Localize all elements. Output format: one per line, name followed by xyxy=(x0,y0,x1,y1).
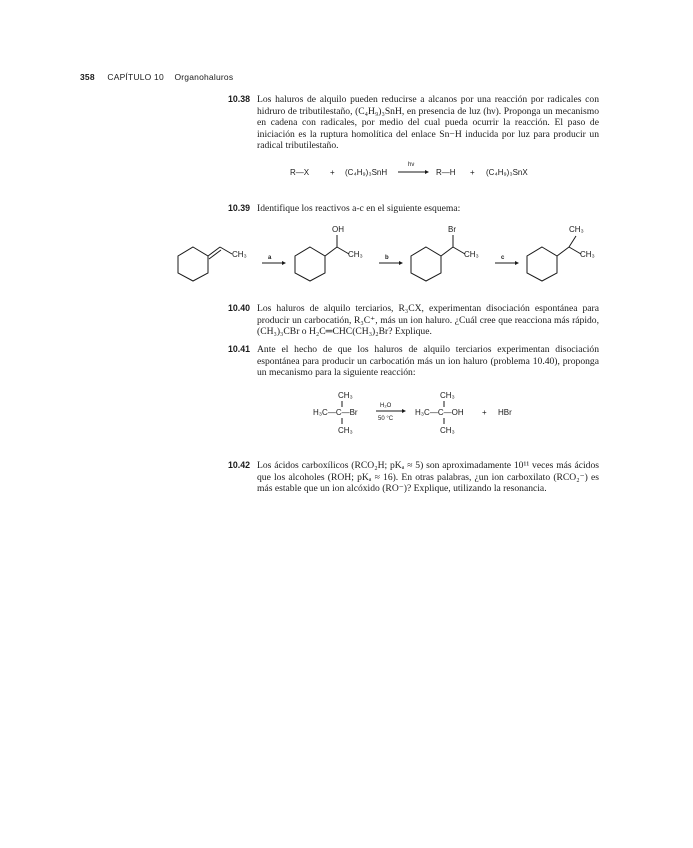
svg-text:CH₃: CH₃ xyxy=(440,426,455,435)
product-rh: R—H xyxy=(436,168,456,177)
problem-text: Identifique los reactivos a-c en el siguiente esquema: xyxy=(257,203,461,214)
page-number: 358 xyxy=(80,72,95,82)
chapter-label: CAPÍTULO 10 xyxy=(107,72,164,82)
problem-number: 10.42 xyxy=(228,460,251,470)
problem-number: 10.41 xyxy=(228,344,251,354)
structure-bromoethylcyclohexane xyxy=(411,225,479,281)
reaction-10-41 xyxy=(310,388,530,438)
product-tin-halide: (C₄H₉)₃SnX xyxy=(486,168,528,177)
svg-text:+: + xyxy=(482,408,487,417)
reactant-tin-hydride: (C₄H₉)₃SnH xyxy=(345,168,388,177)
reaction-temperature: 50 °C xyxy=(378,416,394,422)
arrow-a xyxy=(262,255,286,265)
problem-text: Los haluros de alquilo terciarios, R₃CX, experimentan disociación espontánea para producir un carbocatión, R₃C⁺, más un ion haluro. ¿Cuál cree que reacciona más rápido, (CH₃)₃CBr o H₂C═CHC(CH₃)₂Br? Explique. xyxy=(257,303,599,338)
reagent-a-label: a xyxy=(268,255,272,261)
svg-text:CH₃: CH₃ xyxy=(440,391,455,400)
problem-number: 10.38 xyxy=(228,94,251,104)
svg-text:CH₃: CH₃ xyxy=(338,426,353,435)
plus-sign: + xyxy=(330,168,335,177)
problem-number: 10.39 xyxy=(228,203,251,213)
svg-text:CH₃: CH₃ xyxy=(232,250,247,259)
svg-text:CH₃: CH₃ xyxy=(464,250,479,259)
svg-text:HBr: HBr xyxy=(498,408,512,417)
arrow-b xyxy=(379,255,403,265)
svg-text:CH₃: CH₃ xyxy=(580,250,595,259)
condition-hv: hν xyxy=(408,162,415,168)
reagent-water: H₂O xyxy=(380,403,392,409)
svg-text:CH₃: CH₃ xyxy=(569,225,584,234)
svg-text:Br: Br xyxy=(448,225,456,234)
page-header xyxy=(80,72,233,82)
svg-text:H₃C—C—Br: H₃C—C—Br xyxy=(313,408,358,417)
problem-10-40 xyxy=(228,303,599,338)
problem-text: Los haluros de alquilo pueden reducirse a alcanos por una reacción por radicales con hidruro de tributilestaño, (C₄H₉)₃SnH, en presencia de luz (hν). Proponga un mecanismo en cadena con radicales, por medio del cual pueda ocurrir la reacción. El paso de iniciación es la ruptura homolítica del enlace Sn−H inducida por luz para producir un radical tributilestaño. xyxy=(257,94,599,152)
problem-10-41 xyxy=(228,344,599,379)
chapter-title: Organohaluros xyxy=(174,72,234,82)
reagent-c-label: c xyxy=(501,255,505,261)
scheme-10-39 xyxy=(170,220,610,290)
structure-isopropylcyclohexane xyxy=(527,225,595,281)
svg-text:CH₃: CH₃ xyxy=(348,250,363,259)
structure-cyclohexylethanol xyxy=(295,225,363,281)
problem-10-42 xyxy=(228,460,599,495)
svg-text:OH: OH xyxy=(332,225,344,234)
reaction-10-38 xyxy=(280,160,580,184)
reagent-b-label: b xyxy=(385,255,389,261)
structure-ethylidenecyclohexane xyxy=(178,247,247,281)
problem-10-38 xyxy=(228,94,599,152)
problem-10-39 xyxy=(228,203,599,215)
reactant-rx: R—X xyxy=(290,168,310,177)
svg-text:H₃C—C—OH: H₃C—C—OH xyxy=(415,408,464,417)
svg-text:CH₃: CH₃ xyxy=(338,391,353,400)
plus-sign: + xyxy=(470,168,475,177)
arrow-c xyxy=(495,255,519,265)
problem-text: Ante el hecho de que los haluros de alquilo terciarios experimentan disociación espontánea para producir un carbocatión más un ion haluro (problema 10.40), proponga un mecanismo para la siguiente reacción: xyxy=(257,344,599,379)
problem-number: 10.40 xyxy=(228,303,251,313)
problem-text: Los ácidos carboxílicos (RCO₂H; pKₐ ≈ 5) son aproximadamente 10¹¹ veces más ácidos que los alcoholes (ROH; pKₐ ≈ 16). En otras palabras, ¿un ion carboxilato (RCO₂⁻) es más estable que un ion alcóxido (RO⁻)? Explique, utilizando la resonancia. xyxy=(257,460,599,495)
